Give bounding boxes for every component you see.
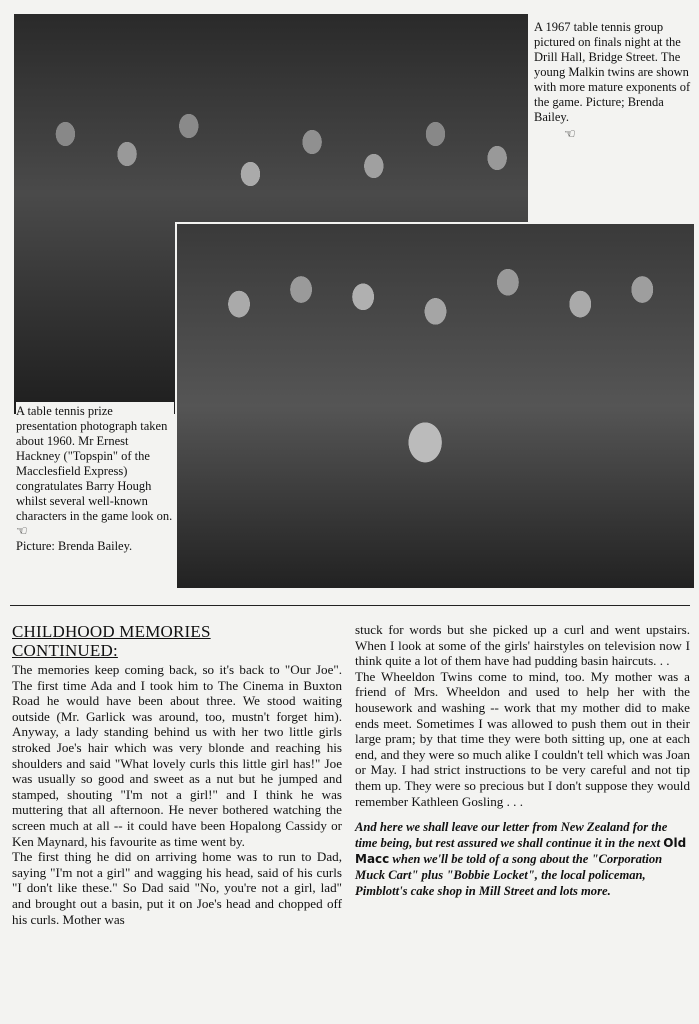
photo-1960-caption-text: A table tennis prize presentation photograph taken about 1960. Mr Ernest Hackney ("Topspin" of the Macclesfield Express) congratulates Barry Hough whilst several well-known characters in the game look on. (16, 404, 173, 523)
closing-text-post: when we'll be told of a song about the "Corporation Muck Cart" plus "Bobbie Locket", the local policeman, Pimblott's cake shop in Mill Street and lots more. (355, 852, 663, 899)
article-heading-line1: CHILDHOOD MEMORIES (12, 622, 211, 641)
article-paragraph-2-part1: The first thing he did on arriving home was to run to Dad, saying "I'm not a girl" and wagging his head, said of his curls "I don't like these." So Dad said "No, you're not a girl, lad" and brought out a basin, put it on Joe's head and chopped off his curls. Mother was (12, 849, 342, 927)
article-heading (12, 622, 342, 660)
article-heading-line2: CONTINUED: (12, 641, 118, 660)
pointing-hand-icon: ☜ (16, 524, 28, 539)
photo-1967-caption-text: A 1967 table tennis group pictured on finals night at the Drill Hall, Bridge Street. The young Malkin twins are shown with more mature exponents of the game. Picture; Brenda Bailey. (534, 20, 691, 124)
article-paragraph-2-part2: stuck for words but she picked up a curl and went upstairs. When I look at some of the girls' hairstyles on television now I think quite a lot of them have had pudding basin haircuts. . . (355, 622, 690, 669)
article-paragraph-3: The Wheeldon Twins come to mind, too. My mother was a friend of Mrs. Wheeldon and used to help her with the housework and washing -- work that my mother did to make ends meet. Sometimes I was allowed to push them out in their large pram; by that time they were both sitting up, one at each end, and they were so much alike I couldn't tell which was Joan or May. I had strict instructions to be very careful and not tip them up. They were so precious but I don't suppose they would remember Kathleen Gosling . . . (355, 668, 690, 809)
article-paragraph-1: The memories keep coming back, so it's back to "Our Joe". The first time Ada and I took him to The Cinema in Buxton Road he would have been about three. We stood waiting outside (Mr. Garlick was around, too, mustn't forget him). Anyway, a lady standing behind us with her two little girls stroked Joe's hair which was very blonde and reaching his shoulders and said "What lovely curls this little girl has!" Joe was usually so good and sweet as a nut but he jumped and stamped, shouting "I'm not a girl!" and I think he was muttering that all afternoon. He never bothered watching the screen much at all -- it could have been Hopalong Cassidy or Ken Maynard, his favourite as time went by. (12, 662, 342, 849)
section-divider (10, 605, 690, 606)
closing-text-pre: And here we shall leave our letter from New Zealand for the time being, but rest assured we shall continue it in the next (355, 820, 668, 851)
article-column-left (12, 622, 342, 927)
pointing-hand-icon: ☜ (564, 127, 576, 142)
magazine-name: Old Macc (355, 836, 687, 867)
photo-1960-presentation (175, 222, 696, 590)
article-closing-note (355, 819, 690, 899)
photo-1967-caption (534, 20, 694, 142)
photo-1960-caption (16, 402, 174, 554)
photo-1960-credit: Picture: Brenda Bailey. (16, 539, 133, 553)
article-column-right (355, 622, 690, 899)
